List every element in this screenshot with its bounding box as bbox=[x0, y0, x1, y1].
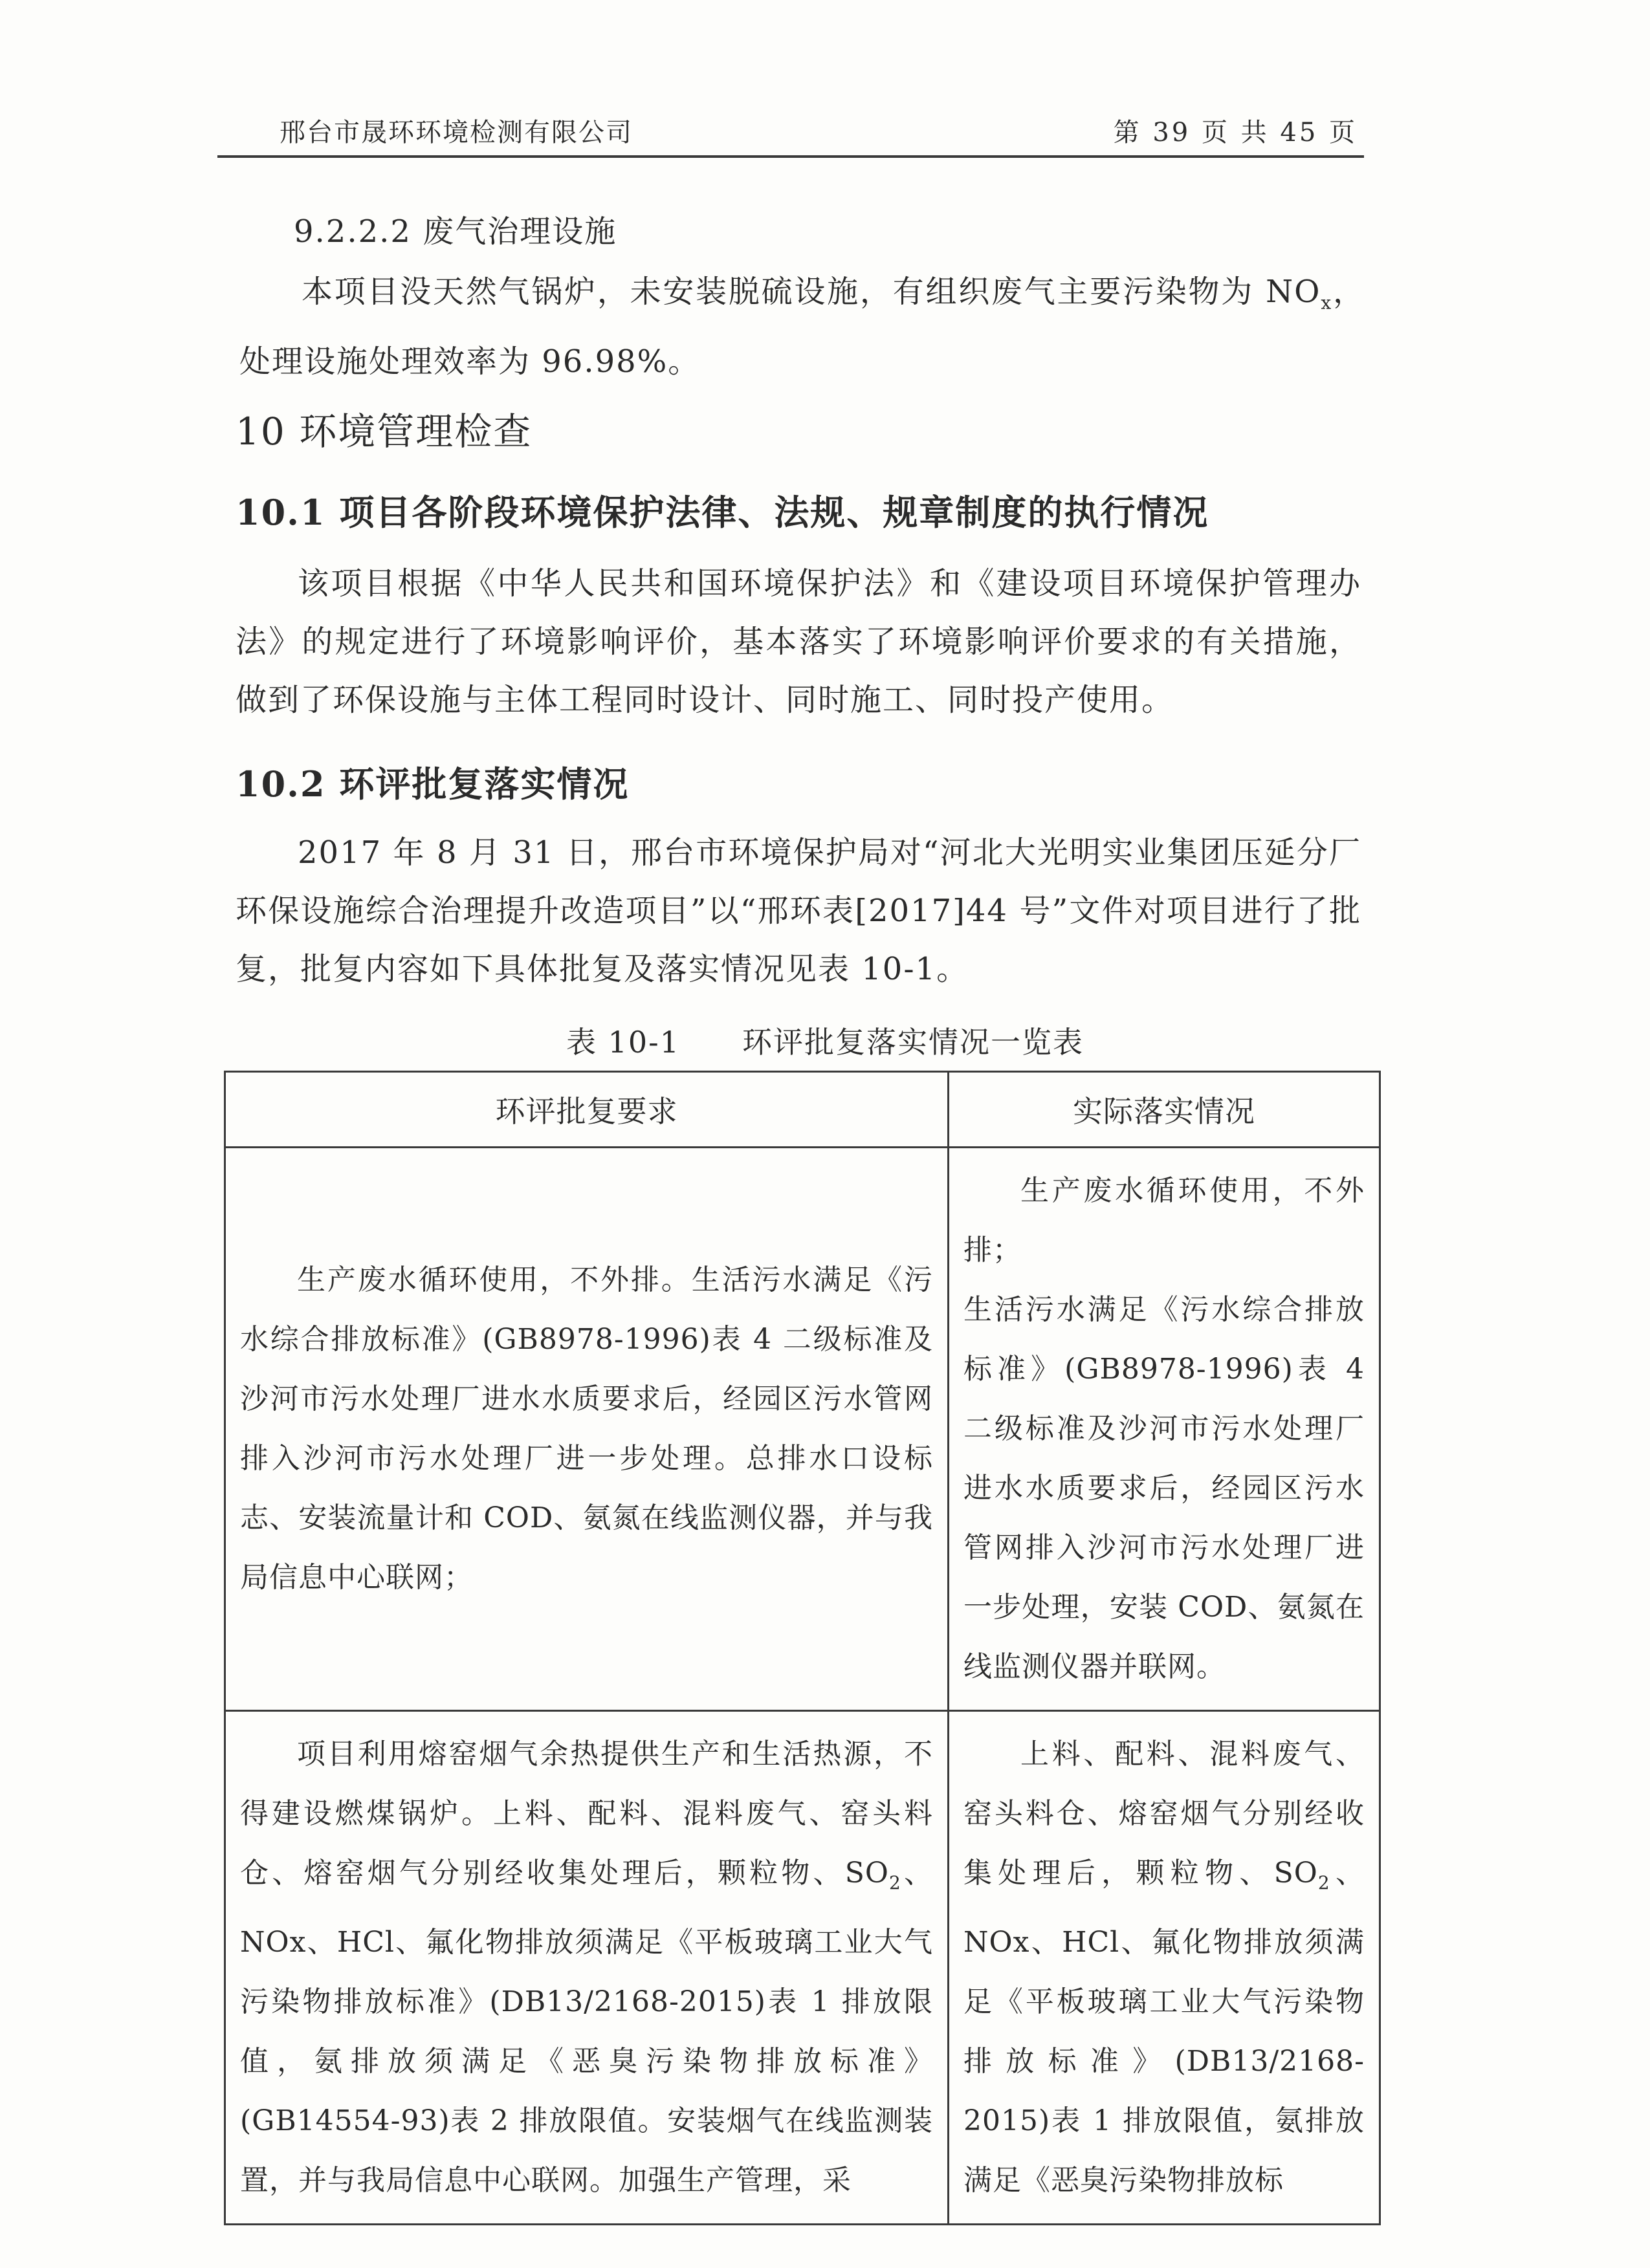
company-name: 邢台市晟环环境检测有限公司 bbox=[280, 118, 633, 147]
paragraph: 该项目根据《中华人民共和国环境保护法》和《建设项目环境保护管理办法》的规定进行了环境影响评价，基本落实了环境影响评价要求的有关措施，做到了环保设施与主体工程同时设计、同时施工、同时投产使用。 bbox=[236, 565, 1361, 718]
section-10 bbox=[236, 401, 1361, 455]
section-9-2-2-2 bbox=[239, 206, 1365, 391]
table-header-row bbox=[225, 1072, 1380, 1148]
section-heading: 10.1 项目各阶段环境保护法律、法规、规章制度的执行情况 bbox=[236, 492, 1209, 533]
table-caption-title: 环评批复落实情况一览表 bbox=[742, 1025, 1084, 1060]
paragraph: 本项目没天然气锅炉，未安装脱硫设施，有组织废气主要污染物为 $NO_x$，处理设施处理效率为 96.98%。 bbox=[239, 274, 1365, 380]
section-10-1 bbox=[236, 485, 1361, 729]
table-caption bbox=[0, 1019, 1650, 1062]
approval-table bbox=[224, 1071, 1381, 2225]
section-heading: 10 环境管理检查 bbox=[236, 409, 533, 453]
page-header bbox=[217, 109, 1364, 158]
table-cell-implementation: 生产废水循环使用，不外排； 生活污水满足《污水综合排放标准》(GB8978-1996)表 4 二级标准及沙河市污水处理厂进水水质要求后，经园区污水管网排入沙河市污水处理厂进一步处理，安装 COD、氨氮在线监测仪器并联网。 bbox=[949, 1148, 1380, 1711]
page-number: 第 39 页 共 45 页 bbox=[1113, 118, 1358, 147]
table-caption-number: 表 10-1 bbox=[566, 1025, 680, 1060]
section-10-2 bbox=[236, 757, 1361, 998]
section-heading: 10.2 环评批复落实情况 bbox=[236, 763, 630, 805]
section-heading: 9.2.2.2 废气治理设施 bbox=[294, 213, 617, 250]
table-header-requirement: 环评批复要求 bbox=[225, 1072, 949, 1148]
paragraph: 2017 年 8 月 31 日，邢台市环境保护局对“河北大光明实业集团压延分厂环保设施综合治理提升改造项目”以“邢环表[2017]44 号”文件对项目进行了批复，批复内容如下具体批复及落实情况见表 10-1。 bbox=[236, 834, 1361, 987]
table-cell-implementation: 上料、配料、混料废气、窑头料仓、熔窑烟气分别经收集处理后，颗粒物、$SO_2$、NOx、HCl、氟化物排放须满足《平板玻璃工业大气污染物排放标准》(DB13/2168-2015)表 1 排放限值，氨排放满足《恶臭污染物排放标 bbox=[949, 1711, 1380, 2225]
table-cell-requirement: 项目利用熔窑烟气余热提供生产和生活热源，不得建设燃煤锅炉。上料、配料、混料废气、窑头料仓、熔窑烟气分别经收集处理后，颗粒物、$SO_2$、NOx、HCl、氟化物排放须满足《平板玻璃工业大气污染物排放标准》(DB13/2168-2015)表 1 排放限值，氨排放须满足《恶臭污染物排放标准》(GB14554-93)表 2 排放限值。安装烟气在线监测装置，并与我局信息中心联网。加强生产管理，采 bbox=[225, 1711, 949, 2225]
table-row bbox=[225, 1711, 1380, 2225]
table-header-implementation: 实际落实情况 bbox=[949, 1072, 1380, 1148]
table-row bbox=[225, 1148, 1380, 1711]
table-cell-requirement: 生产废水循环使用，不外排。生活污水满足《污水综合排放标准》(GB8978-1996)表 4 二级标准及沙河市污水处理厂进水水质要求后，经园区污水管网排入沙河市污水处理厂进一步处理。总排水口设标志、安装流量计和 COD、氨氮在线监测仪器，并与我局信息中心联网； bbox=[225, 1148, 949, 1711]
